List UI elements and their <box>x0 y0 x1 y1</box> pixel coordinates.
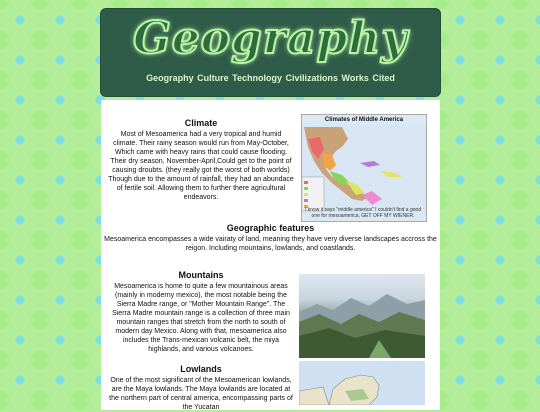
map-caption: I know it says "middle america" I couldn't find a good one for mesoamerica, GET OFF MY WIENER. <box>304 207 422 219</box>
mountains-photo-graphic <box>299 274 425 358</box>
mountains-photo <box>299 274 425 358</box>
nav-link-works-cited[interactable]: Works Cited <box>341 73 395 83</box>
features-heading: Geographic features <box>226 223 315 233</box>
map-title: Climates of Middle America <box>324 117 404 123</box>
nav-link-technology[interactable]: Technology <box>232 73 282 83</box>
climate-text: Most of Mesoamerica had a very tropical and humid climate. Their rainy season would run from May-October, Which came with heavy rains that could cause flooding. Their dry season, November-April,Could get to the point of causing droubts. (they really got the worst of both worlds) Though due to the amount of rainfall, they had an abundace of fertile soil. Allowing them to further there agricultural endeavors. <box>108 131 294 201</box>
nav-bar <box>101 73 440 83</box>
features-text: Mesoamerica encompasses a wide vairaty of land, meaning they have very diverse landscapes accross the reigon. Including mountains, lowlands, and coastlands. <box>104 236 437 252</box>
mountains-text: Mesoamerica is home to quite a few mountainous areas (mainly in moderny mexico), the most notable being the Sierra Madre range, or "Mother Mountain Range". The Sierra Madre mountain range is a collection of three main mountain ranges that stretch from the north to south of modern day Mexico. Along with that, mesoamerica also includes the Trans-mexican volcanic belt, the miya highlands, and various volcanoes. <box>112 283 290 353</box>
lowlands-map-graphic <box>299 361 425 405</box>
lowlands-map <box>299 361 425 405</box>
site-logo: Geography <box>133 13 408 64</box>
nav-link-civilizations[interactable]: Civilizations <box>285 73 339 83</box>
climate-map <box>301 114 427 222</box>
lowlands-text: One of the most significant of the Mesoamerican lowlands, are the Maya lowlands. The Maya lowlands are located at the northern part of central america, encompassing parts of the Yucatan <box>109 377 293 411</box>
lowlands-heading: Lowlands <box>180 364 222 374</box>
climate-heading: Climate <box>184 118 218 128</box>
site-header <box>101 9 440 96</box>
nav-link-geography[interactable]: Geography <box>146 73 194 83</box>
nav-link-culture[interactable]: Culture <box>197 73 229 83</box>
climate-map-graphic <box>302 125 426 215</box>
mountains-heading: Mountains <box>178 270 224 280</box>
